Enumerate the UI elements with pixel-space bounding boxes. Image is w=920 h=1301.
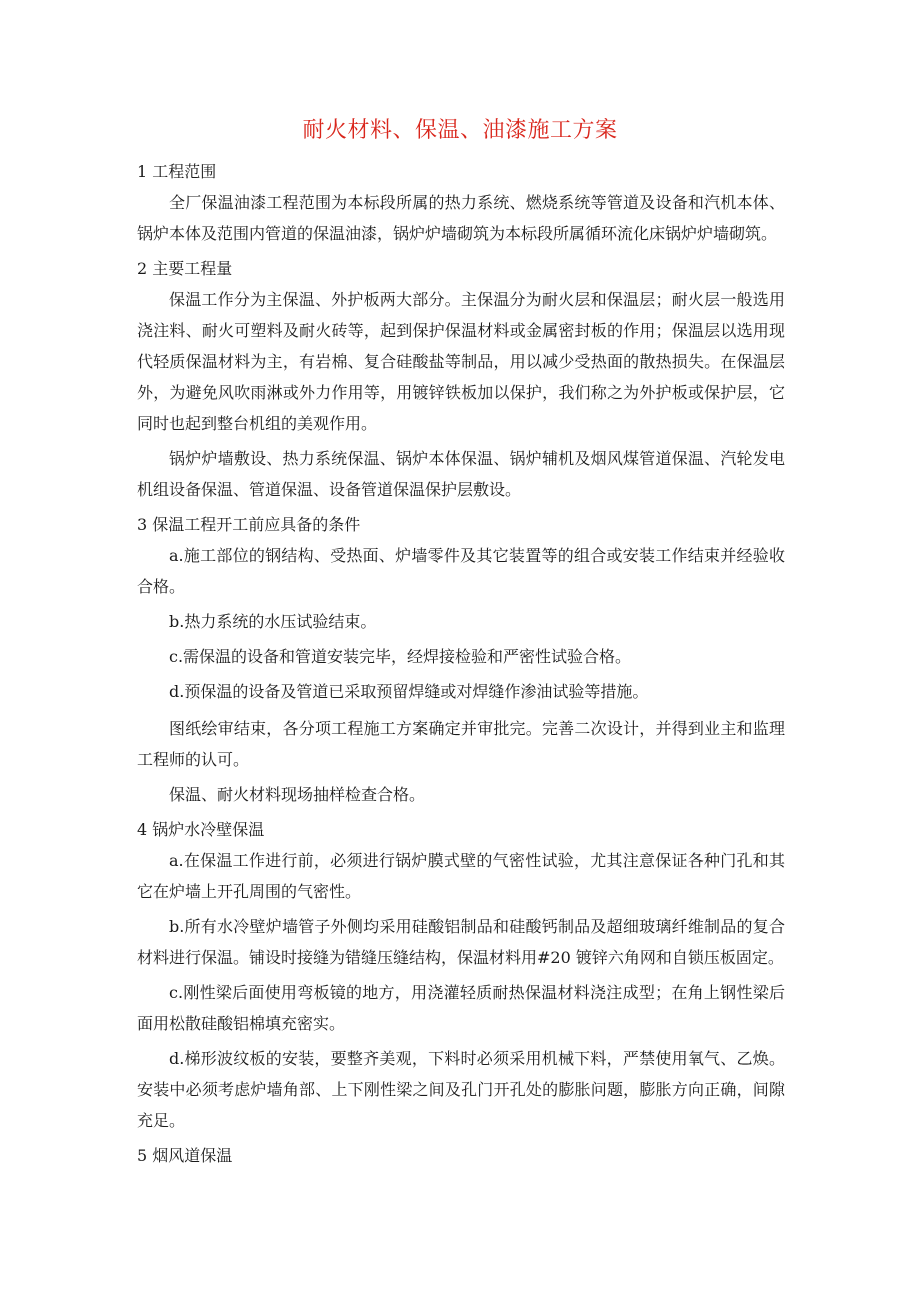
list-item: d.梯形波纹板的安装，要整齐美观，下料时必须采用机械下料，严禁使用氧气、乙焕。安装中必须考虑炉墙角部、上下刚性梁之间及孔门开孔处的膨胀问题，膨胀方向正确，间隙充足。 (137, 1049, 785, 1130)
paragraph: 全厂保温油漆工程范围为本标段所属的热力系统、燃烧系统等管道及设备和汽机本体、锅炉本体及范围内管道的保温油漆，锅炉炉墙砌筑为本标段所属循环流化床锅炉炉墙砌筑。 (137, 193, 785, 243)
document-body (137, 156, 785, 1171)
list-item: a.施工部位的钢结构、受热面、炉墙零件及其它装置等的组合或安装工作结束并经验收合格。 (137, 546, 785, 596)
section-heading-2: 2 主要工程量 (137, 259, 233, 278)
page-title: 耐火材料、保温、油漆施工方案 (302, 118, 618, 143)
section-heading-1: 1 工程范围 (137, 162, 217, 181)
section-heading-4: 4 锅炉水冷壁保温 (137, 820, 265, 839)
list-item: c.需保温的设备和管道安装完毕，经焊接检验和严密性试验合格。 (169, 647, 632, 666)
list-item: b.所有水冷壁炉墙管子外侧均采用硅酸铝制品和硅酸钙制品及超细玻璃纤维制品的复合材料进行保温。铺设时接缝为错缝压缝结构，保温材料用#20 镀锌六角网和自锁压板固定。 (137, 917, 785, 967)
paragraph: 图纸绘审结束，各分项工程施工方案确定并审批完。完善二次设计，并得到业主和监理工程师的认可。 (137, 719, 785, 769)
list-item: a.在保温工作进行前，必须进行锅炉膜式壁的气密性试验，尤其注意保证各种门孔和其它在炉墙上开孔周围的气密性。 (137, 851, 785, 901)
section-heading-3: 3 保温工程开工前应具备的条件 (137, 515, 361, 534)
section-heading-5: 5 烟风道保温 (137, 1146, 233, 1165)
list-item: b.热力系统的水压试验结束。 (169, 612, 377, 631)
paragraph: 保温工作分为主保温、外护板两大部分。主保温分为耐火层和保温层；耐火层一般选用浇注料、耐火可塑料及耐火砖等，起到保护保温材料或金属密封板的作用；保温层以选用现代轻质保温材料为主，有岩棉、复合硅酸盐等制品，用以减少受热面的散热损失。在保温层外，为避免风吹雨淋或外力作用等，用镀锌铁板加以保护，我们称之为外护板或保护层，它同时也起到整台机组的美观作用。 (137, 290, 785, 433)
paragraph: 保温、耐火材料现场抽样检查合格。 (169, 785, 426, 804)
list-item: d.预保温的设备及管道已采取预留焊缝或对焊缝作渗油试验等措施。 (169, 682, 649, 701)
paragraph: 锅炉炉墙敷设、热力系统保温、锅炉本体保温、锅炉辅机及烟风煤管道保温、汽轮发电机组设备保温、管道保温、设备管道保温保护层敷设。 (137, 449, 785, 499)
list-item: c.刚性梁后面使用弯板镜的地方，用浇灌轻质耐热保温材料浇注成型；在角上钢性梁后面用松散硅酸铝棉填充密实。 (137, 983, 785, 1033)
